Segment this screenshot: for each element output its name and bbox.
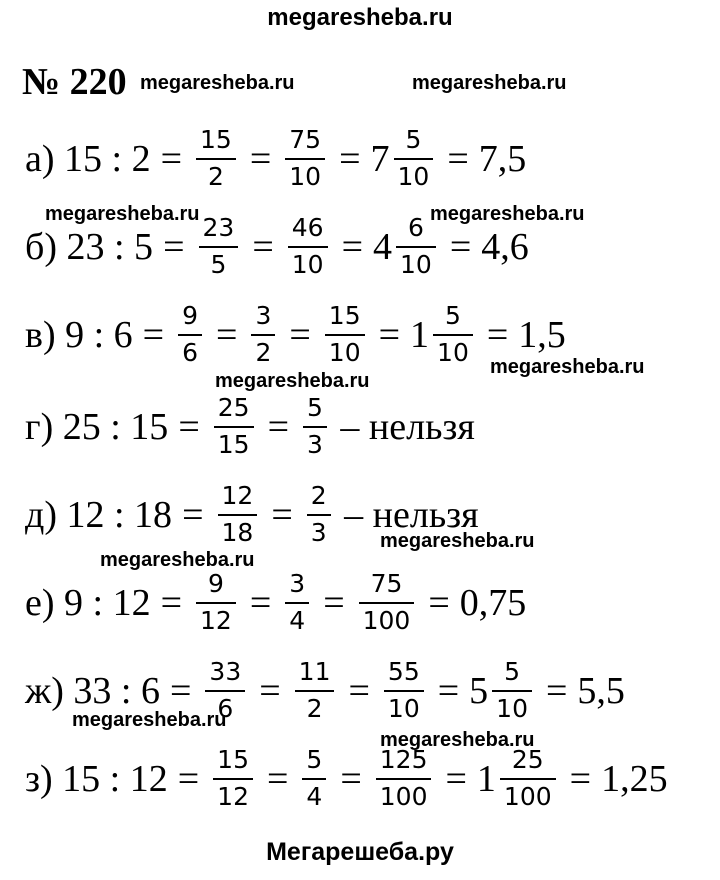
equals-sign: = — [266, 758, 289, 800]
equals-sign: = — [142, 314, 165, 356]
numerator: 2 — [310, 481, 327, 511]
numerator: 55 — [387, 657, 420, 687]
equals-sign: = — [449, 226, 472, 268]
fraction — [198, 570, 234, 636]
note-text: – нельзя — [344, 494, 479, 536]
division-expr: 33 : 6 — [73, 670, 160, 712]
denominator: 100 — [500, 778, 556, 812]
decimal-result: 0,75 — [459, 582, 527, 624]
line-label: е) — [25, 582, 55, 624]
division-expr: 12 : 18 — [66, 494, 173, 536]
whole-part: 1 — [476, 758, 496, 800]
fraction — [216, 394, 252, 460]
decimal-result: 1,25 — [601, 758, 668, 800]
equals-sign: = — [178, 406, 200, 448]
solution-line-g — [25, 392, 475, 462]
denominator: 10 — [384, 690, 424, 724]
equals-sign: = — [378, 314, 401, 356]
whole-part: 4 — [373, 226, 392, 268]
mixed-number — [373, 214, 440, 280]
fraction — [198, 126, 234, 192]
equals-sign: = — [348, 670, 370, 712]
decimal-result: 4,6 — [481, 226, 529, 268]
fraction — [297, 658, 333, 724]
equals-sign: = — [447, 138, 469, 180]
decimal-result: 5,5 — [577, 670, 625, 712]
line-label: з) — [25, 758, 53, 800]
numerator: 75 — [370, 569, 403, 599]
denominator: 4 — [285, 602, 309, 636]
fraction — [304, 746, 324, 812]
numerator: 33 — [209, 657, 242, 687]
equals-sign: = — [437, 670, 460, 712]
equals-sign: = — [249, 138, 272, 180]
numerator: 5 — [307, 393, 323, 423]
watermark-small: megaresheba.ru — [490, 356, 645, 378]
denominator: 2 — [196, 158, 236, 192]
fraction — [287, 570, 307, 636]
division-expr: 9 : 6 — [65, 314, 133, 356]
numerator: 25 — [511, 745, 544, 775]
fraction — [290, 214, 326, 280]
line-label: в) — [25, 314, 56, 356]
numerator: 15 — [200, 125, 232, 155]
numerator: 3 — [255, 301, 272, 331]
watermark-small: megaresheba.ru — [412, 72, 567, 94]
equals-sign: = — [252, 226, 274, 268]
fraction — [378, 746, 430, 812]
fraction — [220, 482, 256, 548]
equals-sign: = — [271, 494, 293, 536]
whole-part: 1 — [410, 314, 430, 356]
fraction — [253, 302, 273, 368]
watermark-small: megaresheba.ru — [100, 549, 255, 571]
equals-sign: = — [545, 670, 568, 712]
fraction — [180, 302, 200, 368]
numerator: 5 — [405, 125, 422, 155]
fraction — [201, 214, 237, 280]
watermark-bottom[interactable]: Мегарешеба.ру — [266, 838, 454, 866]
equals-sign: = — [445, 758, 467, 800]
equals-sign: = — [569, 758, 592, 800]
numerator: 5 — [445, 301, 461, 331]
solution-line-b — [25, 212, 529, 282]
equals-sign: = — [259, 670, 281, 712]
denominator: 12 — [196, 602, 236, 636]
equals-sign: = — [486, 314, 509, 356]
division-expr: 15 : 2 — [64, 138, 151, 180]
denominator: 6 — [178, 334, 202, 368]
numerator: 5 — [306, 745, 323, 775]
denominator: 10 — [433, 334, 473, 368]
equals-sign: = — [182, 494, 204, 536]
denominator: 10 — [394, 158, 434, 192]
problem-number: № 220 — [22, 61, 127, 103]
line-label: б) — [25, 226, 57, 268]
denominator: 15 — [214, 426, 254, 460]
numerator: 75 — [289, 125, 322, 155]
numerator: 12 — [221, 481, 254, 511]
equals-sign: = — [216, 314, 238, 356]
watermark-top[interactable]: megaresheba.ru — [267, 4, 453, 31]
denominator: 10 — [492, 690, 532, 724]
equals-sign: = — [341, 226, 363, 268]
numerator: 3 — [289, 569, 306, 599]
equals-sign: = — [160, 138, 183, 180]
watermark-small: megaresheba.ru — [72, 709, 227, 731]
equals-sign: = — [169, 670, 192, 712]
fraction — [215, 746, 251, 812]
division-expr: 23 : 5 — [66, 226, 154, 268]
fraction — [386, 658, 422, 724]
decimal-result: 7,5 — [478, 138, 527, 180]
watermark-small: megaresheba.ru — [215, 370, 370, 392]
mixed-number — [477, 746, 560, 812]
equals-sign: = — [160, 582, 183, 624]
line-label: г) — [25, 406, 54, 448]
mixed-number — [469, 658, 536, 724]
equals-sign: = — [163, 226, 185, 268]
equals-sign: = — [323, 582, 345, 624]
whole-part: 5 — [469, 670, 489, 712]
equals-sign: = — [339, 138, 361, 180]
denominator: 100 — [376, 778, 432, 812]
equals-sign: = — [428, 582, 450, 624]
fraction — [327, 302, 363, 368]
watermark-small: megaresheba.ru — [380, 729, 535, 751]
numerator: 23 — [202, 213, 235, 243]
line-label: д) — [25, 494, 57, 536]
numerator: 15 — [217, 745, 249, 775]
division-expr: 25 : 15 — [62, 406, 169, 448]
equals-sign: = — [177, 758, 200, 800]
numerator: 9 — [182, 301, 199, 331]
fraction — [361, 570, 413, 636]
denominator: 6 — [205, 690, 245, 724]
numerator: 9 — [207, 569, 224, 599]
fraction — [396, 126, 432, 192]
solution-line-z — [25, 744, 668, 814]
whole-part: 7 — [370, 138, 390, 180]
numerator: 5 — [504, 657, 521, 687]
watermark-small: megaresheba.ru — [45, 203, 200, 225]
equals-sign: = — [340, 758, 362, 800]
denominator: 12 — [213, 778, 253, 812]
fraction — [435, 302, 471, 368]
denominator: 10 — [288, 246, 328, 280]
mixed-number — [371, 126, 438, 192]
fraction — [305, 394, 325, 460]
denominator: 3 — [303, 426, 327, 460]
watermark-small: megaresheba.ru — [380, 530, 535, 552]
numerator: 125 — [379, 745, 428, 775]
denominator: 10 — [396, 246, 436, 280]
note-text: – нельзя — [340, 406, 475, 448]
equals-sign: = — [267, 406, 289, 448]
line-label: ж) — [25, 670, 64, 712]
denominator: 4 — [302, 778, 326, 812]
denominator: 5 — [199, 246, 239, 280]
fraction — [494, 658, 530, 724]
denominator: 2 — [251, 334, 275, 368]
mixed-number — [410, 302, 477, 368]
watermark-small: megaresheba.ru — [140, 72, 295, 94]
equals-sign: = — [249, 582, 272, 624]
solution-line-e — [25, 568, 526, 638]
numerator: 15 — [328, 301, 361, 331]
denominator: 2 — [295, 690, 335, 724]
denominator: 3 — [307, 514, 331, 548]
denominator: 10 — [285, 158, 325, 192]
division-expr: 9 : 12 — [64, 582, 151, 624]
watermark-small: megaresheba.ru — [430, 203, 585, 225]
numerator: 25 — [217, 393, 250, 423]
equals-sign: = — [289, 314, 311, 356]
fraction — [502, 746, 554, 812]
denominator: 100 — [359, 602, 415, 636]
numerator: 46 — [291, 213, 324, 243]
fraction — [287, 126, 323, 192]
fraction — [309, 482, 329, 548]
denominator: 18 — [218, 514, 258, 548]
solution-line-v — [25, 300, 566, 370]
decimal-result: 1,5 — [518, 314, 566, 356]
division-expr: 15 : 12 — [62, 758, 168, 800]
line-label: а) — [25, 138, 55, 180]
fraction — [398, 214, 434, 280]
numerator: 11 — [298, 657, 331, 687]
solution-line-a — [25, 124, 526, 194]
numerator: 6 — [407, 213, 424, 243]
denominator: 10 — [325, 334, 365, 368]
